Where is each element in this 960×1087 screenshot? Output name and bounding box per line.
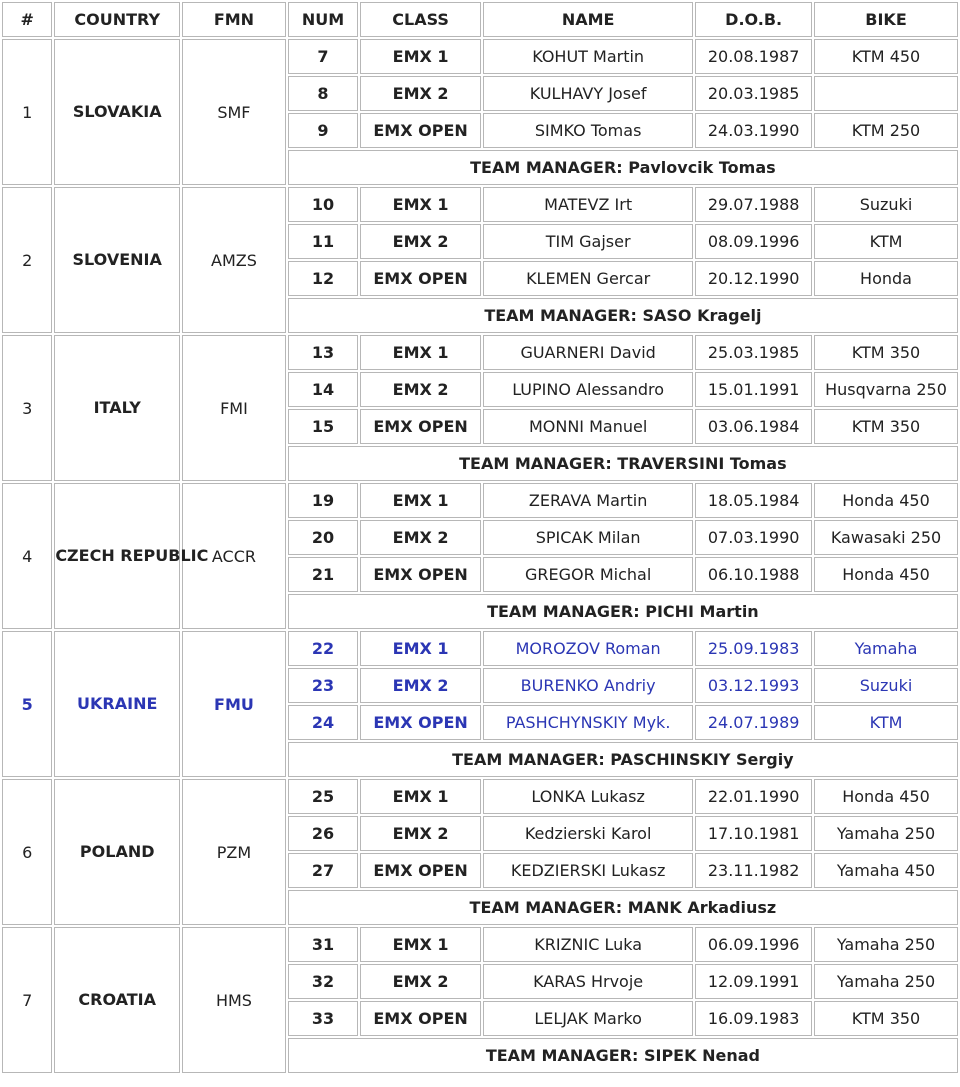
rider-bike: Kawasaki 250 [814, 520, 958, 555]
rider-class: EMX OPEN [360, 261, 481, 296]
rider-row [2, 39, 958, 74]
rider-bike: Honda 450 [814, 483, 958, 518]
rider-class: EMX OPEN [360, 705, 481, 740]
team-index: 6 [2, 779, 52, 925]
rider-name: LONKA Lukasz [483, 779, 693, 814]
rider-bike: Suzuki [814, 187, 958, 222]
rider-class: EMX 1 [360, 39, 481, 74]
rider-dob: 20.03.1985 [695, 76, 812, 111]
rider-dob: 25.09.1983 [695, 631, 812, 666]
rider-num: 14 [288, 372, 358, 407]
team-index: 5 [2, 631, 52, 777]
rider-dob: 20.08.1987 [695, 39, 812, 74]
rider-name: MATEVZ Irt [483, 187, 693, 222]
rider-class: EMX 2 [360, 816, 481, 851]
rider-num: 19 [288, 483, 358, 518]
team-country: SLOVAKIA [54, 39, 180, 185]
team-country: UKRAINE [54, 631, 180, 777]
rider-num: 21 [288, 557, 358, 592]
team-index: 7 [2, 927, 52, 1073]
team-manager-name: PICHI Martin [645, 602, 759, 621]
team-manager [288, 742, 958, 777]
rider-name: KRIZNIC Luka [483, 927, 693, 962]
rider-num: 25 [288, 779, 358, 814]
rider-num: 32 [288, 964, 358, 999]
rider-class: EMX OPEN [360, 1001, 481, 1036]
rider-name: KEDZIERSKI Lukasz [483, 853, 693, 888]
team-fmn: FMU [182, 631, 286, 777]
roster-body [2, 39, 958, 1073]
rider-dob: 15.01.1991 [695, 372, 812, 407]
rider-dob: 29.07.1988 [695, 187, 812, 222]
team-manager [288, 890, 958, 925]
rider-name: SIMKO Tomas [483, 113, 693, 148]
rider-num: 11 [288, 224, 358, 259]
rider-dob: 18.05.1984 [695, 483, 812, 518]
rider-name: MONNI Manuel [483, 409, 693, 444]
rider-name: TIM Gajser [483, 224, 693, 259]
team-country: SLOVENIA [54, 187, 180, 333]
header-num: NUM [288, 2, 358, 37]
header-row [2, 2, 958, 37]
team-manager-name: SASO Kragelj [642, 306, 762, 325]
rider-class: EMX 1 [360, 631, 481, 666]
rider-bike: Honda 450 [814, 557, 958, 592]
rider-num: 15 [288, 409, 358, 444]
rider-num: 12 [288, 261, 358, 296]
rider-bike: KTM [814, 224, 958, 259]
rider-row [2, 187, 958, 222]
rider-bike: Yamaha 250 [814, 964, 958, 999]
team-fmn: SMF [182, 39, 286, 185]
rider-dob: 07.03.1990 [695, 520, 812, 555]
rider-name: GUARNERI David [483, 335, 693, 370]
rider-name: KULHAVY Josef [483, 76, 693, 111]
rider-dob: 12.09.1991 [695, 964, 812, 999]
rider-class: EMX 2 [360, 224, 481, 259]
rider-row [2, 483, 958, 518]
rider-class: EMX 1 [360, 187, 481, 222]
team-country: CROATIA [54, 927, 180, 1073]
rider-num: 24 [288, 705, 358, 740]
rider-class: EMX 1 [360, 779, 481, 814]
rider-num: 13 [288, 335, 358, 370]
rider-class: EMX OPEN [360, 853, 481, 888]
team-fmn: AMZS [182, 187, 286, 333]
rider-dob: 22.01.1990 [695, 779, 812, 814]
rider-num: 7 [288, 39, 358, 74]
rider-num: 9 [288, 113, 358, 148]
team-manager-name: MANK Arkadiusz [627, 898, 777, 917]
team-fmn: PZM [182, 779, 286, 925]
team-country: POLAND [54, 779, 180, 925]
rider-dob: 23.11.1982 [695, 853, 812, 888]
team-index: 3 [2, 335, 52, 481]
rider-dob: 20.12.1990 [695, 261, 812, 296]
team-fmn: FMI [182, 335, 286, 481]
rider-name: PASHCHYNSKIY Myk. [483, 705, 693, 740]
rider-num: 26 [288, 816, 358, 851]
rider-class: EMX 2 [360, 372, 481, 407]
rider-name: SPICAK Milan [483, 520, 693, 555]
rider-class: EMX OPEN [360, 557, 481, 592]
header-fmn: FMN [182, 2, 286, 37]
team-country: CZECH REPUBLIC [54, 483, 180, 629]
rider-num: 33 [288, 1001, 358, 1036]
team-manager [288, 1038, 958, 1073]
rider-class: EMX 2 [360, 964, 481, 999]
rider-bike: Yamaha 450 [814, 853, 958, 888]
team-index: 1 [2, 39, 52, 185]
rider-bike: KTM 350 [814, 409, 958, 444]
team-manager [288, 150, 958, 185]
rider-row [2, 335, 958, 370]
rider-class: EMX OPEN [360, 409, 481, 444]
rider-num: 20 [288, 520, 358, 555]
header-name: NAME [483, 2, 693, 37]
rider-bike: Yamaha 250 [814, 816, 958, 851]
team-manager-label: TEAM MANAGER: [484, 306, 637, 325]
rider-dob: 24.07.1989 [695, 705, 812, 740]
header-idx: # [2, 2, 52, 37]
rider-class: EMX OPEN [360, 113, 481, 148]
team-manager-label: TEAM MANAGER: [485, 1046, 639, 1065]
header-class: CLASS [360, 2, 481, 37]
rider-name: KOHUT Martin [483, 39, 693, 74]
rider-name: MOROZOV Roman [483, 631, 693, 666]
header-bike: BIKE [814, 2, 958, 37]
team-manager-label: TEAM MANAGER: [459, 454, 612, 473]
rider-dob: 08.09.1996 [695, 224, 812, 259]
team-fmn: ACCR [182, 483, 286, 629]
team-manager-label: TEAM MANAGER: [487, 602, 640, 621]
rider-num: 8 [288, 76, 358, 111]
rider-num: 23 [288, 668, 358, 703]
rider-bike: Suzuki [814, 668, 958, 703]
rider-name: LELJAK Marko [483, 1001, 693, 1036]
rider-dob: 06.09.1996 [695, 927, 812, 962]
rider-class: EMX 2 [360, 76, 481, 111]
team-manager-name: Pavlovcik Tomas [628, 158, 776, 177]
rider-bike: Honda [814, 261, 958, 296]
team-manager [288, 446, 958, 481]
rider-num: 22 [288, 631, 358, 666]
team-manager [288, 298, 958, 333]
rider-dob: 03.06.1984 [695, 409, 812, 444]
header-country: COUNTRY [54, 2, 180, 37]
rider-dob: 16.09.1983 [695, 1001, 812, 1036]
rider-bike: KTM 350 [814, 1001, 958, 1036]
rider-name: LUPINO Alessandro [483, 372, 693, 407]
rider-num: 31 [288, 927, 358, 962]
rider-dob: 25.03.1985 [695, 335, 812, 370]
team-manager-name: PASCHINSKIY Sergiy [610, 750, 794, 769]
team-manager-label: TEAM MANAGER: [470, 158, 623, 177]
rider-bike: KTM 450 [814, 39, 958, 74]
rider-bike: KTM 350 [814, 335, 958, 370]
rider-bike [814, 76, 958, 111]
team-manager-name: SIPEK Nenad [643, 1046, 760, 1065]
header-dob: D.O.B. [695, 2, 812, 37]
rider-dob: 03.12.1993 [695, 668, 812, 703]
rider-num: 10 [288, 187, 358, 222]
rider-dob: 06.10.1988 [695, 557, 812, 592]
rider-num: 27 [288, 853, 358, 888]
rider-bike: KTM [814, 705, 958, 740]
rider-class: EMX 1 [360, 927, 481, 962]
rider-name: BURENKO Andriy [483, 668, 693, 703]
rider-name: KLEMEN Gercar [483, 261, 693, 296]
rider-class: EMX 2 [360, 520, 481, 555]
team-manager-label: TEAM MANAGER: [452, 750, 605, 769]
team-manager-name: TRAVERSINI Tomas [617, 454, 787, 473]
rider-bike: Yamaha 250 [814, 927, 958, 962]
team-index: 2 [2, 187, 52, 333]
rider-row [2, 779, 958, 814]
rider-name: Kedzierski Karol [483, 816, 693, 851]
rider-dob: 17.10.1981 [695, 816, 812, 851]
rider-row [2, 927, 958, 962]
rider-class: EMX 1 [360, 483, 481, 518]
rider-class: EMX 1 [360, 335, 481, 370]
rider-class: EMX 2 [360, 668, 481, 703]
team-manager [288, 594, 958, 629]
rider-name: GREGOR Michal [483, 557, 693, 592]
team-fmn: HMS [182, 927, 286, 1073]
rider-bike: Yamaha [814, 631, 958, 666]
rider-row [2, 631, 958, 666]
rider-name: KARAS Hrvoje [483, 964, 693, 999]
team-manager-label: TEAM MANAGER: [469, 898, 623, 917]
rider-bike: KTM 250 [814, 113, 958, 148]
team-country: ITALY [54, 335, 180, 481]
rider-bike: Honda 450 [814, 779, 958, 814]
team-index: 4 [2, 483, 52, 629]
rider-name: ZERAVA Martin [483, 483, 693, 518]
rider-bike: Husqvarna 250 [814, 372, 958, 407]
rider-dob: 24.03.1990 [695, 113, 812, 148]
